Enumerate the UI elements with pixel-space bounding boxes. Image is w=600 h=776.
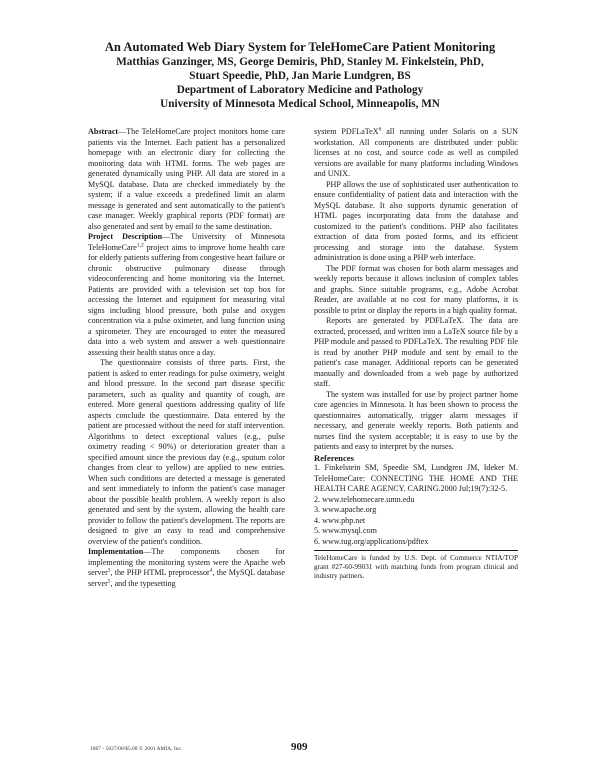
abstract-paragraph — [88, 127, 285, 232]
pdflatex-text-b: all running under Solaris on a SUN workstation. All components are distributed under public licenses at no cost, and source code as well as compiled versions are available for many platforms including Windows and UNIX. — [314, 127, 518, 178]
impl-text-a: —The components chosen for implementing the monitoring system were the Apache web server — [88, 547, 285, 577]
impl-text-b: , the PHP HTML preprocessor — [110, 568, 210, 577]
installation-paragraph: The system was installed for use by project partner home care agencies in Minnesota. It has been shown to process the questionnaires automatically, trigger alarm messages if necessary, and generate weekly reports. Both patients and nurses find the system acceptable; it is easy to use by the patients and easy to interpret by the nurses. — [314, 389, 518, 451]
paper-header — [60, 40, 540, 111]
project-paragraph — [88, 232, 285, 358]
reference-item: 4. www.php.net — [314, 515, 366, 525]
funding-note: TeleHomeCare is funded by U.S. Dept. of Commerce NTIA/TOP grant #27-60-99031 with matching funds from program clinical and industry partners. — [314, 554, 518, 580]
footnote-rule — [314, 550, 518, 551]
paper-title: An Automated Web Diary System for TeleHomeCare Patient Monitoring — [104, 40, 496, 54]
right-column — [314, 127, 518, 581]
page-number: 909 — [291, 741, 308, 753]
department: Department of Laboratory Medicine and Pathology — [176, 84, 424, 96]
reports-paragraph: Reports are generated by PDFLaTeX. The data are extracted, processed, and written into a LaTeX source file by a PHP module and passed to PDFLaTeX. The resulting PDF file is read by another PHP module and sent by email to the patient's case manager. Additional reports can be generated manually and downloaded from a web page by authorized staff. — [314, 316, 518, 388]
impl-citation-1: 3 — [107, 567, 111, 574]
left-column — [88, 127, 285, 589]
abstract-text: —The TeleHomeCare project monitors home care patients via the Internet. Each patient has a personalized homepage with an electronic diary for collecting the monitoring data with HTML forms. The web pages are generated dynamically using PHP. All data are stored in a MySQL database. Data are checked immediately by the system; if a value exceeds a predefined limit an alarm message is generated and sent automatically to the patient's case manager. Weekly graphical reports (PDF format) are also generated and sent by email to the same destination. — [88, 127, 285, 231]
authors-line-1: Matthias Ganzinger, MS, George Demiris, PhD, Stanley M. Finkelstein, PhD, — [116, 56, 484, 68]
copyright-line: 1067 - 5027/00/$5.00 © 2001 AMIA, Inc. — [90, 746, 183, 752]
reference-item: 1. Finkelstein SM, Speedie SM, Lundgren JM, Ideker M. TeleHomeCare: CONNECTING THE HOME AND THE HEALTH CARE AGENCY. CARING.2000 Jul;19(7):32-5. — [314, 463, 518, 493]
impl-text-c: , the MySQL database server — [88, 568, 285, 588]
abstract-label: Abstract — [88, 127, 119, 136]
impl-citation-2: 4 — [209, 567, 213, 574]
pdf-paragraph: The PDF format was chosen for both alarm messages and weekly reports because it allows inclusion of complex tables and graphs. Since suitable programs, e.g., Adobe Acrobat Reader, are available at no cost for many platforms, it is possible to print or display the reports in a high quality format. — [314, 263, 518, 315]
impl-text-d: , and the typesetting — [110, 578, 176, 588]
authors-line-2: Stuart Speedie, PhD, Jan Marie Lundgren, BS — [189, 70, 411, 82]
pdflatex-citation: 6 — [378, 126, 382, 133]
right-paragraph-1 — [314, 127, 518, 180]
project-label: Project Description — [88, 232, 163, 241]
php-paragraph: PHP allows the use of sophisticated user authentication to ensure confidentiality of patient data and interaction with the MySQL database. It also supports dynamic generation of HTML pages incorporating data from the database and customized to the patient's conditions. PHP also facilitates extraction of data from posted forms, and its efficient processing and storage into the database. System administration is done using a PHP web interface. — [314, 179, 518, 262]
project-citation: 1,2 — [136, 241, 144, 248]
institution: University of Minnesota Medical School, Minneapolis, MN — [160, 98, 440, 110]
impl-citation-3: 5 — [107, 577, 111, 584]
reference-item: 2. www.telehomecare.umn.edu — [314, 494, 415, 504]
pdflatex-text-a: system PDFLaTeX — [314, 127, 379, 136]
project-text-b: project aims to improve home health care for elderly patients suffering from congestive heart failure or chronic obstructive pulmonary disease through videoconferencing and home monitoring via the Internet. Patients are provided with a television set top box for accessing the Internet and equipment for measuring vital signs including blood pressure, both pulse and oxygen concentration via a pulse oximeter, and lung function using a spirometer. They are encouraged to enter the measured data into a web system and answer a web questionnaire assessing their health status once a day. — [88, 242, 285, 357]
project-text-a: —The University of Minnesota TeleHomeCare — [88, 232, 285, 252]
references-heading: References — [314, 452, 354, 463]
implementation-label: Implementation — [88, 547, 144, 556]
reference-item: 3. www.apache.org — [314, 505, 377, 514]
reference-item: 6. www.tug.org/applications/pdftex — [314, 536, 429, 546]
implementation-paragraph — [88, 547, 285, 589]
reference-item: 5. www.mysql.com — [314, 526, 377, 535]
questionnaire-paragraph: The questionnaire consists of three parts. First, the patient is asked to enter readings for pulse oximetry, weight and blood pressure. In the second part disease specific parameters, such as quality and quantity of cough, are entered. More general questions addressing quality of life aspects conclude the questionnaire. Data entered by the patient are processed without the need for staff intervention. Algorithms to detect exceptional values (e.g., pulse oximetry reading < 90%) or deterioration greater than a specified amount since the previous day (e.g., sputum color changes from clear to yellow) are applied to new entries. When such conditions are detected a message is generated and sent immediately to inform the patient's case manager about the possible health problem. A weekly report is also generated and sent by the system, allowing the health care provider to follow the patient's development. The reports are designed to give an easy to read and comprehensive overview of the patient's condition. — [88, 358, 285, 546]
